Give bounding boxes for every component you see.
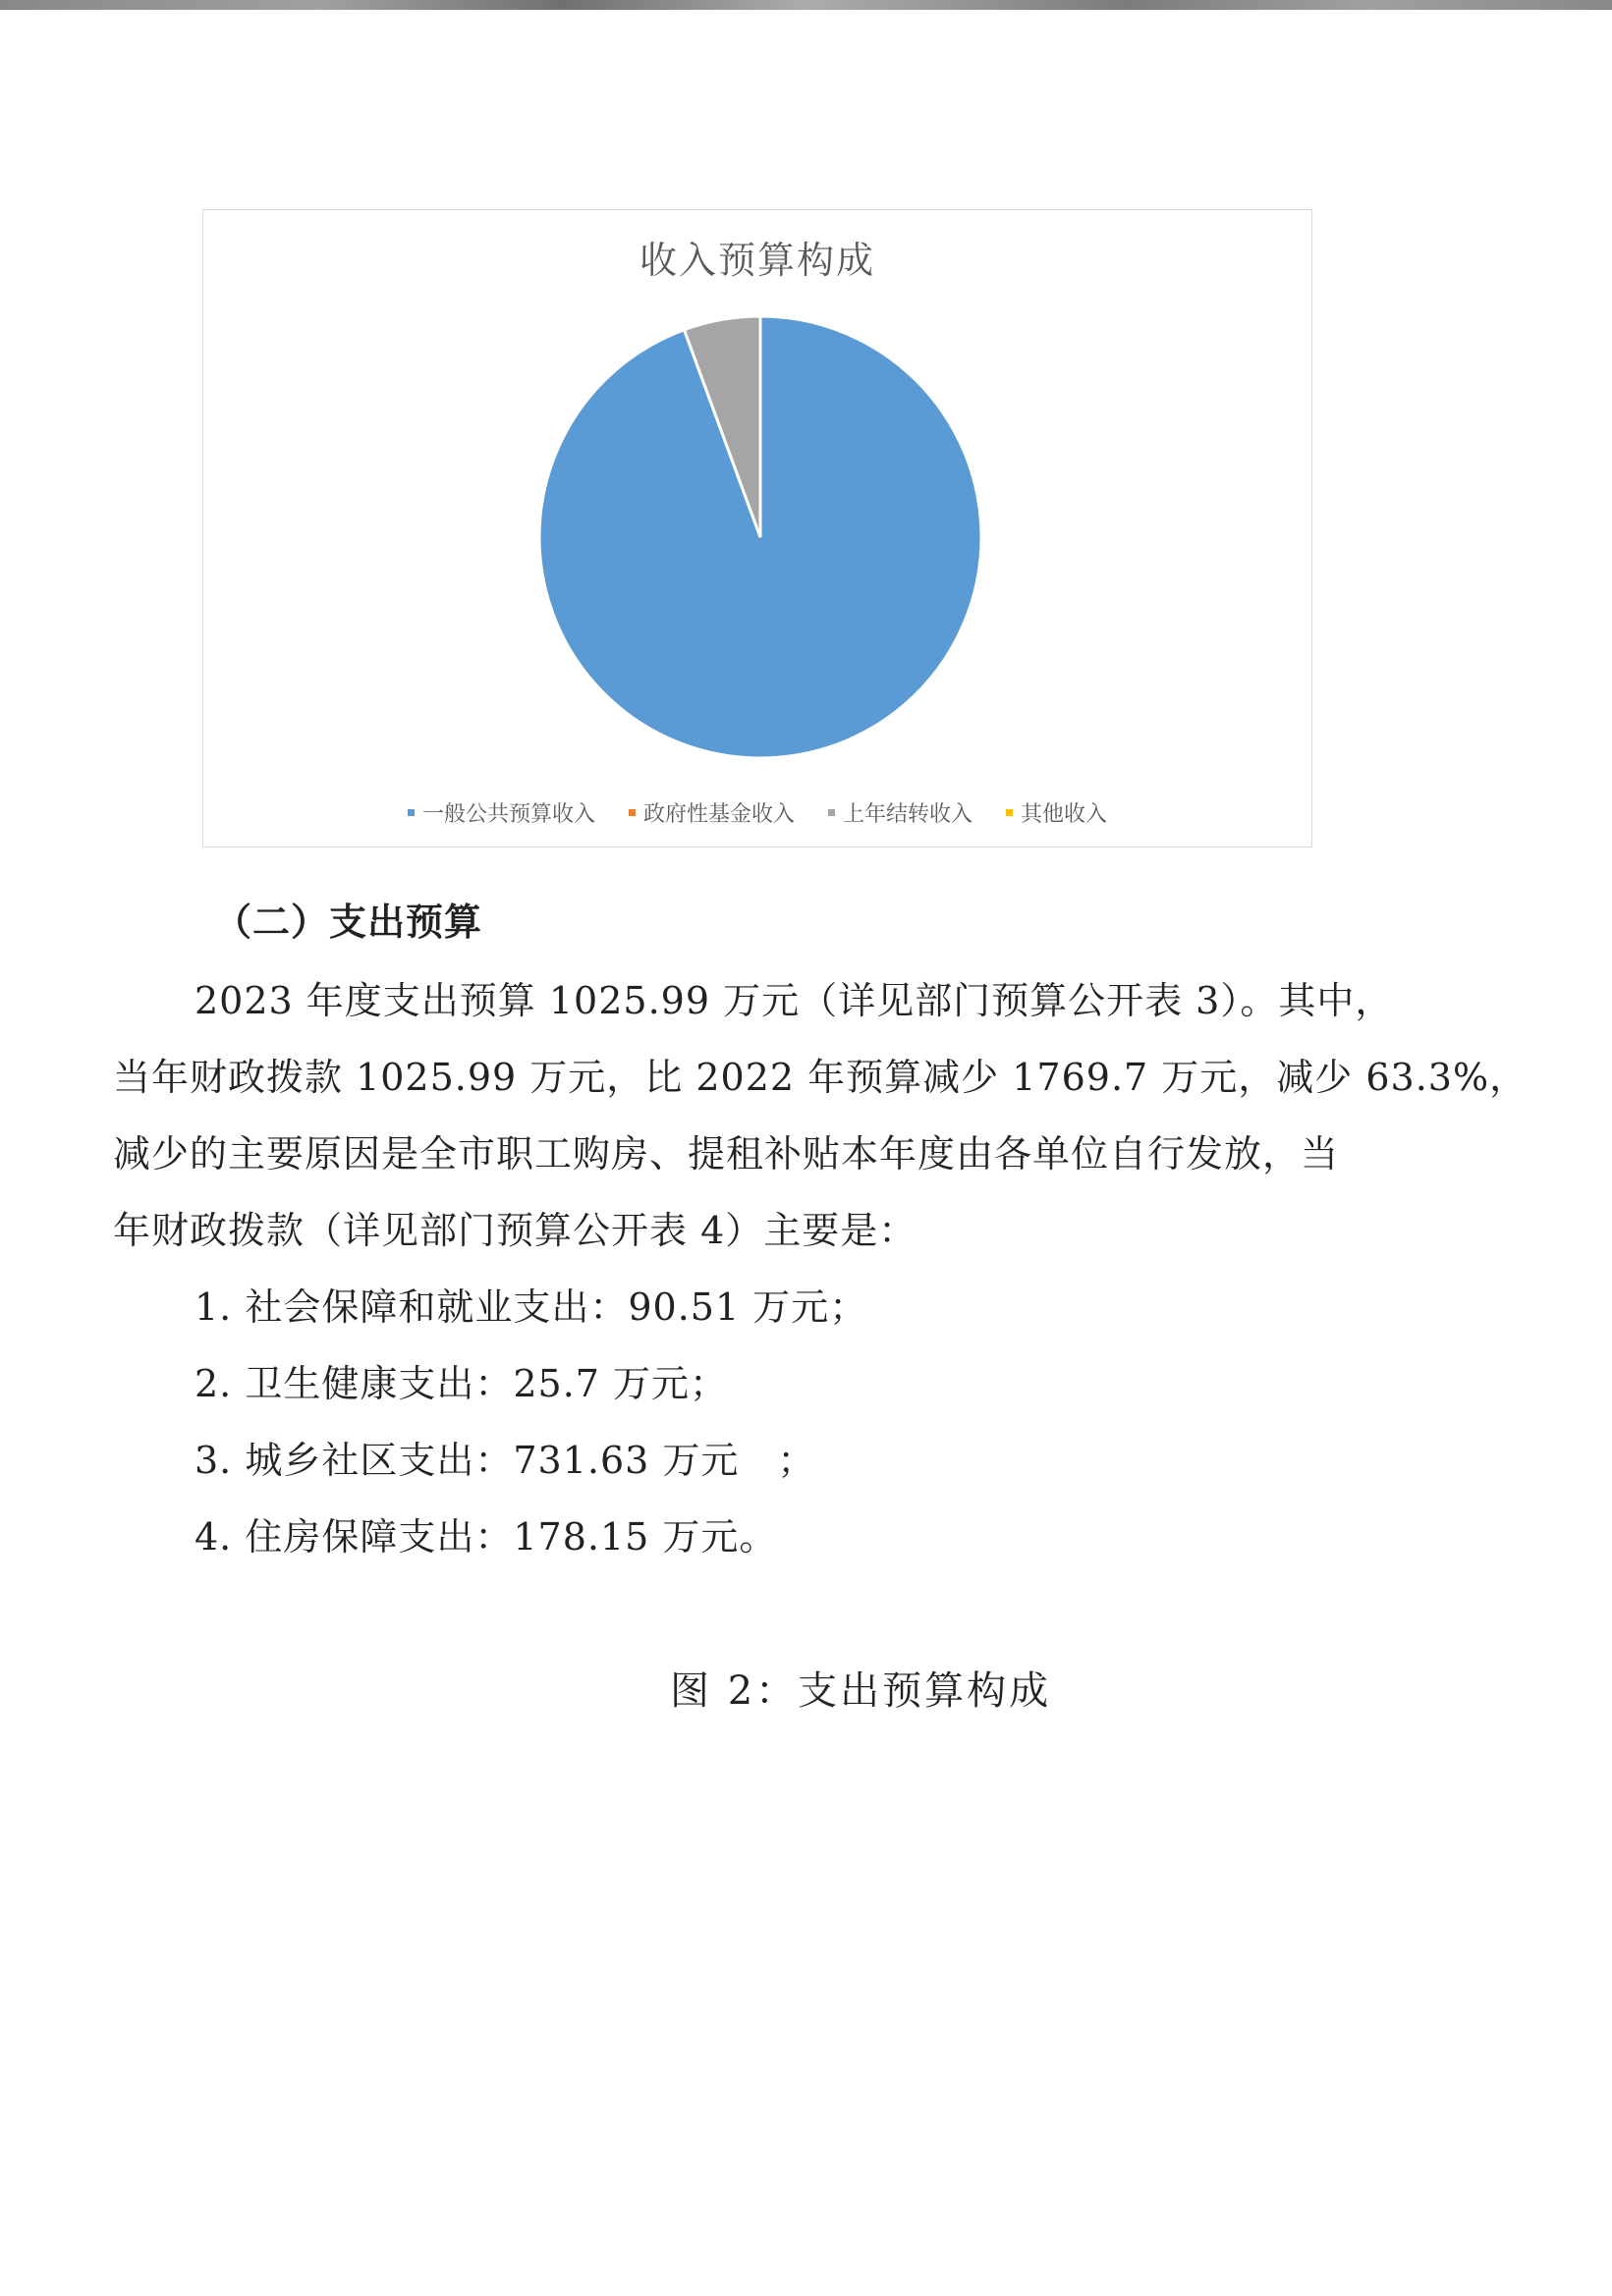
scan-top-edge	[0, 0, 1612, 10]
chart-title: 收入预算构成	[639, 239, 875, 282]
legend-item	[408, 797, 595, 828]
legend-item	[1006, 797, 1107, 828]
section-heading: （二）支出预算	[214, 900, 483, 944]
list-item: 3. 城乡社区支出：731.63 万元 ；	[195, 1439, 816, 1482]
legend-item	[629, 797, 795, 828]
paragraph-line: 减少的主要原因是全市职工购房、提租补贴本年度由各单位自行发放，当	[113, 1132, 1340, 1175]
pie-svg	[203, 210, 1311, 847]
paragraph-line: 当年财政拨款 1025.99 万元，比 2022 年预算减少 1769.7 万元，减少 63.3%，	[113, 1056, 1529, 1099]
legend-swatch	[629, 809, 636, 816]
legend-label: 上年结转收入	[843, 802, 973, 827]
figure-caption: 图 2：支出预算构成	[670, 1668, 1052, 1714]
legend-label: 一般公共预算收入	[421, 802, 595, 827]
paragraph-line: 年财政拨款（详见部门预算公开表 4）主要是：	[113, 1209, 917, 1252]
legend-label: 政府性基金收入	[642, 802, 795, 827]
legend-swatch	[408, 809, 415, 816]
chart-legend	[203, 797, 1311, 828]
legend-swatch	[1006, 809, 1013, 816]
list-item: 1. 社会保障和就业支出：90.51 万元；	[195, 1285, 868, 1329]
legend-swatch	[828, 809, 835, 816]
legend-item	[828, 797, 973, 828]
revenue-pie-chart	[202, 209, 1312, 847]
paragraph-line: 2023 年度支出预算 1025.99 万元（详见部门预算公开表 3）。其中，	[195, 979, 1394, 1022]
list-item: 2. 卫生健康支出：25.7 万元；	[195, 1362, 729, 1405]
list-item: 4. 住房保障支出：178.15 万元。	[195, 1515, 778, 1558]
legend-label: 其他收入	[1021, 802, 1108, 827]
